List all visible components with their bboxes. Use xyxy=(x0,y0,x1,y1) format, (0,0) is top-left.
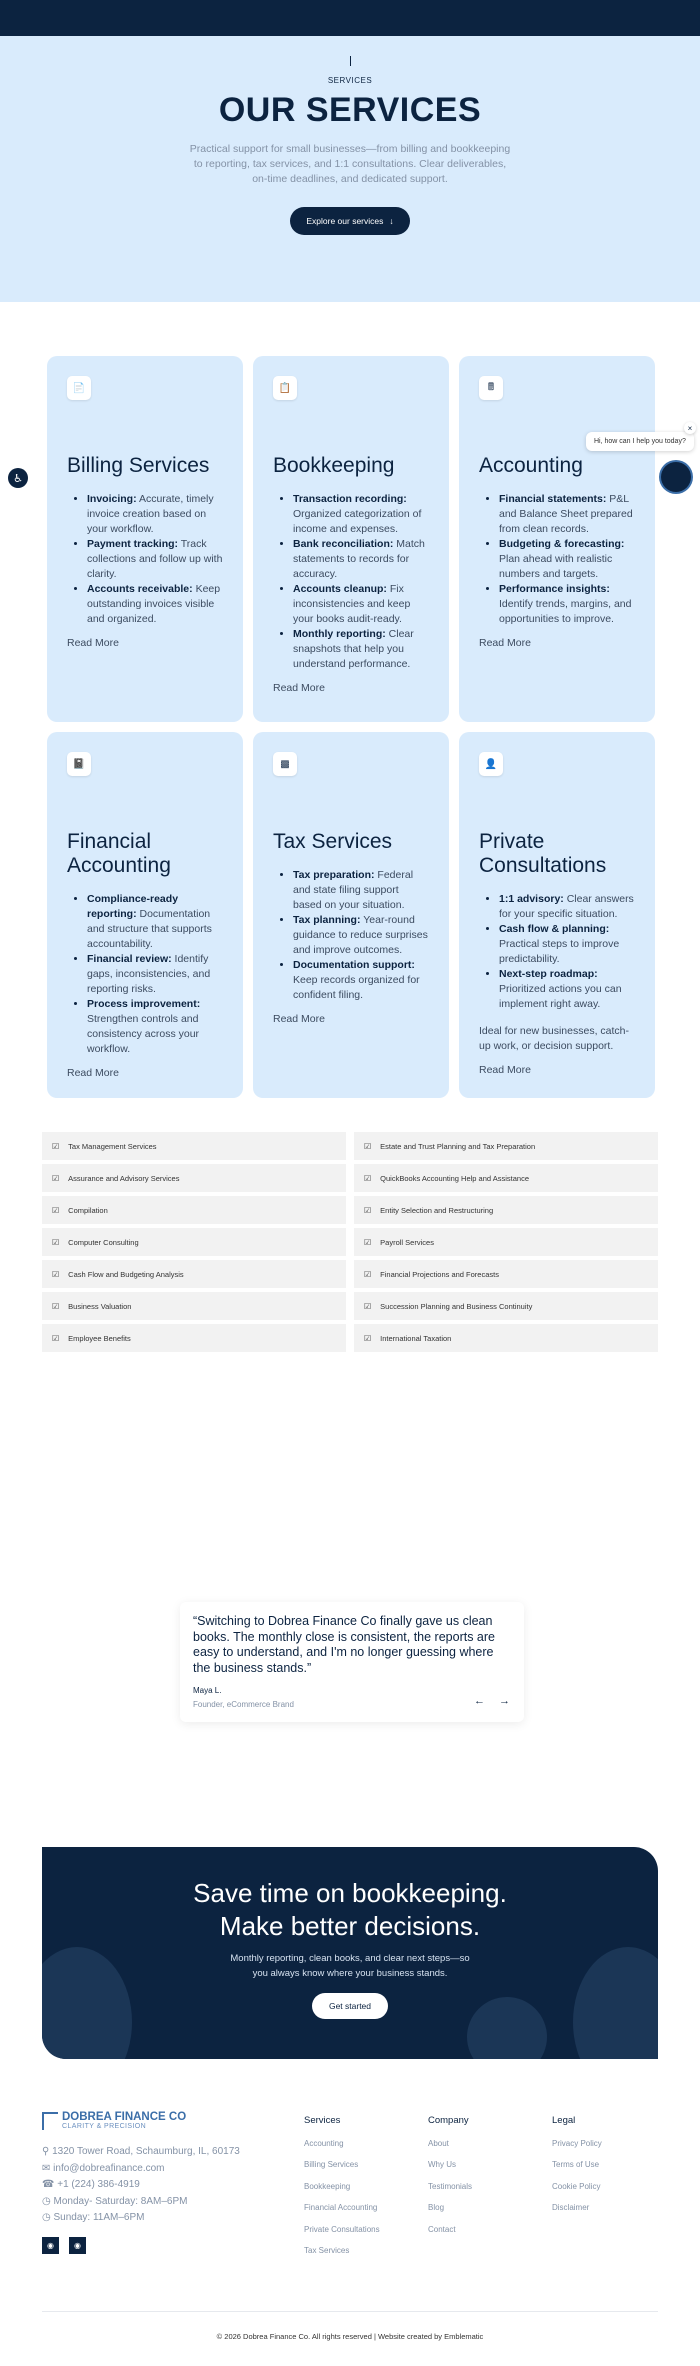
cta-subtext xyxy=(42,1951,658,1981)
top-nav-bar xyxy=(0,0,700,36)
checkbox-icon: ☑ xyxy=(52,1269,60,1279)
feature-desc: P&L and Balance Sheet prepared from clean records. xyxy=(499,493,633,535)
logo[interactable] xyxy=(42,2111,304,2130)
service-list-label: Employee Benefits xyxy=(68,1333,131,1343)
service-list-label: QuickBooks Accounting Help and Assistance xyxy=(380,1173,530,1183)
card-feature xyxy=(499,582,635,627)
testimonial-nav xyxy=(474,1695,510,1707)
footer-link-tax-services[interactable]: Tax Services xyxy=(304,2246,350,2255)
cta-banner xyxy=(42,1847,658,2059)
feature-term: Performance insights: xyxy=(499,583,610,595)
card-feature xyxy=(87,537,223,582)
card-feature xyxy=(293,958,429,1003)
hours-weekday-text: Monday- Saturday: 8AM–6PM xyxy=(53,2195,188,2207)
service-list-label: Financial Projections and Forecasts xyxy=(380,1269,499,1279)
service-list-label: Entity Selection and Restructuring xyxy=(380,1205,494,1215)
feature-desc: Track collections and follow up with clarity. xyxy=(87,538,223,580)
cta-heading-line-2: Make better decisions. xyxy=(219,1911,481,1941)
card-feature xyxy=(499,492,635,537)
checkbox-icon: ☑ xyxy=(364,1237,372,1247)
card-feature xyxy=(293,627,429,672)
brand-name: DOBREA FINANCE CO xyxy=(62,2111,187,2123)
service-list-item xyxy=(354,1196,658,1224)
feature-desc: Year-round guidance to reduce surprises and improve outcomes. xyxy=(293,914,428,956)
checkbox-icon: ☑ xyxy=(52,1173,60,1183)
footer-link-terms-of-use[interactable]: Terms of Use xyxy=(552,2160,600,2169)
explore-services-button[interactable] xyxy=(290,207,409,235)
card-title: Financial Accounting xyxy=(67,830,171,877)
feature-desc: Clear answers for your specific situation. xyxy=(499,893,634,920)
footer-column-company xyxy=(428,2111,552,2311)
card-feature xyxy=(87,952,223,997)
contact-info xyxy=(42,2144,304,2227)
feature-desc: Fix inconsistencies and keep your books audit-ready. xyxy=(293,583,411,625)
instagram-icon[interactable]: ◉ xyxy=(69,2237,86,2254)
checkbox-icon: ☑ xyxy=(52,1205,60,1215)
decorative-circle xyxy=(467,1997,547,2059)
card-feature-list xyxy=(479,892,635,1012)
read-more-link[interactable]: Read More xyxy=(67,1067,119,1079)
card-feature-list xyxy=(67,892,223,1057)
feature-desc: Strengthen controls and consistency across your workflow. xyxy=(87,1013,200,1055)
read-more-link[interactable]: Read More xyxy=(273,682,325,694)
chat-button[interactable] xyxy=(661,462,691,492)
footer-link-testimonials[interactable]: Testimonials xyxy=(428,2181,473,2191)
hero-description: Practical support for small businesses—from billing and bookkeeping to reporting, tax services, and 1:1 consultations. Clear deliverables, on-time deadlines, and dedicated support. xyxy=(189,143,511,185)
feature-term: Transaction recording: xyxy=(293,493,407,505)
footer xyxy=(42,2111,700,2311)
feature-desc: Organized categorization of income and expenses. xyxy=(293,508,422,535)
service-list-label: International Taxation xyxy=(380,1333,452,1343)
footer-link-cookie-policy[interactable]: Cookie Policy xyxy=(552,2181,601,2191)
service-list-item xyxy=(42,1228,346,1256)
cta-heading xyxy=(42,1847,658,1943)
checkbox-icon: ☑ xyxy=(364,1205,372,1215)
card-feature xyxy=(87,492,223,537)
arrow-left-icon[interactable]: ← xyxy=(474,1695,485,1707)
footer-column-title: Company xyxy=(428,2115,469,2126)
footer-link-why-us[interactable]: Why Us xyxy=(428,2160,456,2169)
card-feature xyxy=(293,537,429,582)
checkbox-icon: ☑ xyxy=(364,1141,372,1151)
service-list-label: Assurance and Advisory Services xyxy=(68,1173,180,1183)
feature-desc: Documentation and structure that supports accountability. xyxy=(87,908,212,950)
card-note: Ideal for new businesses, catch-up work, or decision support. xyxy=(479,1025,629,1052)
ledger-icon: 📓 xyxy=(67,752,91,776)
clock-icon: ◷ xyxy=(42,2195,51,2207)
read-more-link[interactable]: Read More xyxy=(273,1013,325,1025)
service-list-item xyxy=(354,1260,658,1288)
service-list-label: Succession Planning and Business Continuity xyxy=(380,1301,533,1311)
footer-link-blog[interactable]: Blog xyxy=(428,2203,445,2212)
service-list-item xyxy=(42,1292,346,1320)
footer-link-billing-services[interactable]: Billing Services xyxy=(304,2160,359,2169)
feature-desc: Match statements to records for accuracy. xyxy=(293,538,425,580)
service-list-label: Payroll Services xyxy=(380,1237,434,1247)
footer-link-contact[interactable]: Contact xyxy=(428,2224,456,2234)
service-list-label: Tax Management Services xyxy=(68,1141,157,1151)
service-list-label: Cash Flow and Budgeting Analysis xyxy=(68,1269,184,1279)
testimonial-footer xyxy=(193,1686,510,1709)
feature-term: Accounts cleanup: xyxy=(293,583,387,595)
service-list-item xyxy=(42,1164,346,1192)
hours-row xyxy=(42,2194,304,2211)
instagram-icon[interactable]: ◉ xyxy=(42,2237,59,2254)
card-feature xyxy=(499,892,635,922)
footer-link-financial-accounting[interactable]: Financial Accounting xyxy=(304,2203,378,2212)
service-list-label: Compilation xyxy=(68,1205,108,1215)
mail-icon: ✉ xyxy=(42,2162,51,2174)
checkbox-icon: ☑ xyxy=(364,1333,372,1343)
card-feature xyxy=(293,913,429,958)
feature-term: Documentation support: xyxy=(293,959,415,971)
invoice-icon: 📄 xyxy=(67,376,91,400)
testimonial-card xyxy=(180,1602,524,1722)
footer-column-title: Services xyxy=(304,2115,341,2126)
card-feature-list xyxy=(273,868,429,1003)
checkbox-icon: ☑ xyxy=(52,1237,60,1247)
service-list-label: Computer Consulting xyxy=(68,1237,139,1247)
footer-link-columns xyxy=(304,2111,676,2311)
service-card-bookkeeping xyxy=(253,356,449,722)
card-feature xyxy=(87,892,223,952)
service-list-item xyxy=(42,1132,346,1160)
brand-tagline: CLARITY & PRECISION xyxy=(62,2123,147,2130)
card-title: Bookkeeping xyxy=(273,454,395,477)
clock-icon: ◷ xyxy=(42,2212,51,2223)
card-feature xyxy=(499,537,635,582)
feature-desc: Keep records organized for confident filing. xyxy=(293,974,420,1001)
footer-brand-column xyxy=(42,2111,304,2311)
testimonial-name: Maya L. xyxy=(193,1686,222,1695)
card-feature-list xyxy=(479,492,635,627)
services-card-grid xyxy=(47,356,700,1098)
card-feature xyxy=(293,492,429,537)
service-card-financial-accounting xyxy=(47,732,243,1098)
cta-heading-line-1: Save time on bookkeeping. xyxy=(193,1878,507,1908)
calculator-icon: 🖩 xyxy=(479,376,503,400)
feature-term: 1:1 advisory: xyxy=(499,893,564,905)
hero-divider xyxy=(350,56,351,66)
footer-link-bookkeeping[interactable]: Bookkeeping xyxy=(304,2181,351,2191)
service-list-item xyxy=(354,1132,658,1160)
service-card-private-consultations xyxy=(459,732,655,1098)
feature-term: Budgeting & forecasting: xyxy=(499,538,625,550)
card-feature xyxy=(499,922,635,967)
footer-column-legal xyxy=(552,2111,676,2311)
card-feature xyxy=(293,868,429,913)
card-feature-list xyxy=(273,492,429,672)
service-list-item xyxy=(354,1228,658,1256)
card-title: Tax Services xyxy=(273,830,393,853)
checkbox-icon: ☑ xyxy=(364,1269,372,1279)
address-text: 1320 Tower Road, Schaumburg, IL, 60173 xyxy=(52,2146,240,2157)
feature-desc: Accurate, timely invoice creation based on your workflow. xyxy=(87,493,214,535)
logo-text xyxy=(62,2111,186,2130)
service-list-item xyxy=(354,1324,658,1352)
feature-desc: Clear snapshots that help you understand performance. xyxy=(293,628,414,670)
card-title: Billing Services xyxy=(67,454,210,477)
feature-desc: Practical steps to improve predictability. xyxy=(499,938,620,965)
checkbox-icon: ☑ xyxy=(52,1333,60,1343)
testimonial-author xyxy=(193,1686,294,1709)
feature-desc: Federal and state filing support based on your situation. xyxy=(293,869,414,911)
address-row xyxy=(42,2144,304,2161)
chat-prompt[interactable]: Hi, how can I help you today? xyxy=(586,432,694,451)
card-feature xyxy=(499,967,635,1012)
feature-term: Invoicing: xyxy=(87,493,137,505)
service-list-item xyxy=(354,1292,658,1320)
footer-link-private-consultations[interactable]: Private Consultations xyxy=(304,2224,380,2234)
checkbox-icon: ☑ xyxy=(364,1301,372,1311)
footer-link-about[interactable]: About xyxy=(428,2138,449,2148)
feature-desc: Keep outstanding invoices visible and organized. xyxy=(87,583,221,625)
feature-desc: Prioritized actions you can implement right away. xyxy=(499,983,622,1010)
hours-sunday-text: Sunday: 11AM–6PM xyxy=(53,2212,145,2223)
feature-term: Bank reconciliation: xyxy=(293,538,394,550)
email-row[interactable] xyxy=(42,2161,304,2178)
person-icon: 👤 xyxy=(479,752,503,776)
checkbox-icon: ☑ xyxy=(364,1173,372,1183)
phone-text: +1 (224) 386-4919 xyxy=(57,2179,140,2190)
card-title: Private Consultations xyxy=(479,830,607,877)
footer-column-title: Legal xyxy=(552,2115,576,2126)
clipboard-icon: 📋 xyxy=(273,376,297,400)
service-list-item xyxy=(354,1164,658,1192)
card-feature-list xyxy=(67,492,223,627)
phone-icon: ☎ xyxy=(42,2179,55,2190)
card-title: Accounting xyxy=(479,454,583,477)
read-more-link[interactable]: Read More xyxy=(479,1064,531,1076)
tax-stamp-icon: ▩ xyxy=(273,752,297,776)
service-list-item xyxy=(42,1324,346,1352)
feature-desc: Identify gaps, inconsistencies, and reporting risks. xyxy=(87,953,211,995)
email-text: info@dobreafinance.com xyxy=(53,2162,165,2174)
footer-column-services xyxy=(304,2111,428,2311)
feature-term: Financial review: xyxy=(87,953,172,965)
feature-term: Compliance-ready reporting: xyxy=(87,893,179,920)
card-feature xyxy=(87,997,223,1057)
arrow-right-icon[interactable]: → xyxy=(499,1695,510,1707)
hours-row xyxy=(42,2210,304,2227)
feature-term: Tax planning: xyxy=(293,914,361,926)
testimonial-quote: “Switching to Dobrea Finance Co finally gave us clean books. The monthly close is consistent, the reports are easy to understand, and I'm no longer guessing where the business stands.” xyxy=(193,1614,496,1675)
hero-eyebrow: SERVICES xyxy=(327,76,373,85)
service-list-label: Business Valuation xyxy=(68,1301,132,1311)
feature-term: Cash flow & planning: xyxy=(499,923,610,935)
feature-term: Process improvement: xyxy=(87,998,201,1010)
services-cards-section xyxy=(0,356,700,1098)
checkbox-icon: ☑ xyxy=(52,1141,60,1151)
arrow-down-icon: ↓ xyxy=(389,216,394,226)
footer-link-accounting[interactable]: Accounting xyxy=(304,2138,344,2148)
logo-mark-icon xyxy=(42,2112,58,2130)
feature-term: Next-step roadmap: xyxy=(499,968,598,980)
cta-subtext-line-1: Monthly reporting, clean books, and clear next steps—so xyxy=(230,1953,470,1964)
card-feature xyxy=(87,582,223,627)
accessibility-icon[interactable]: ♿ xyxy=(8,468,28,488)
social-links xyxy=(42,2237,304,2254)
get-started-button[interactable]: Get started xyxy=(312,1993,388,2019)
feature-term: Payment tracking: xyxy=(87,538,179,550)
explore-services-label: Explore our services xyxy=(306,216,384,226)
feature-term: Financial statements: xyxy=(499,493,607,505)
service-card-accounting xyxy=(459,356,655,722)
card-feature xyxy=(293,582,429,627)
service-list-item xyxy=(42,1260,346,1288)
testimonial-role: Founder, eCommerce Brand xyxy=(193,1700,294,1709)
feature-desc: Identify trends, margins, and opportunities to improve. xyxy=(499,598,632,625)
feature-desc: Plan ahead with realistic numbers and targets. xyxy=(499,553,613,580)
checkbox-icon: ☑ xyxy=(52,1301,60,1311)
hero-section xyxy=(0,36,700,302)
feature-term: Monthly reporting: xyxy=(293,628,386,640)
copyright: © 2026 Dobrea Finance Co. All rights reserved | Website created by Emblematic xyxy=(216,2332,484,2341)
footer-link-disclaimer[interactable]: Disclaimer xyxy=(552,2203,590,2212)
service-list-item xyxy=(42,1196,346,1224)
feature-term: Accounts receivable: xyxy=(87,583,193,595)
location-icon: ⚲ xyxy=(42,2146,50,2157)
feature-term: Tax preparation: xyxy=(293,869,375,881)
close-icon[interactable]: × xyxy=(684,422,696,434)
read-more-link[interactable]: Read More xyxy=(479,637,531,649)
phone-row[interactable] xyxy=(42,2177,304,2194)
cta-subtext-line-2: you always know where your business stands. xyxy=(252,1968,448,1979)
service-list-label: Estate and Trust Planning and Tax Preparation xyxy=(380,1141,536,1151)
service-card-tax-services xyxy=(253,732,449,1098)
service-card-billing-services xyxy=(47,356,243,722)
footer-link-privacy-policy[interactable]: Privacy Policy xyxy=(552,2138,602,2148)
service-list xyxy=(42,1132,700,1352)
read-more-link[interactable]: Read More xyxy=(67,637,119,649)
page-title: OUR SERVICES xyxy=(218,91,482,129)
